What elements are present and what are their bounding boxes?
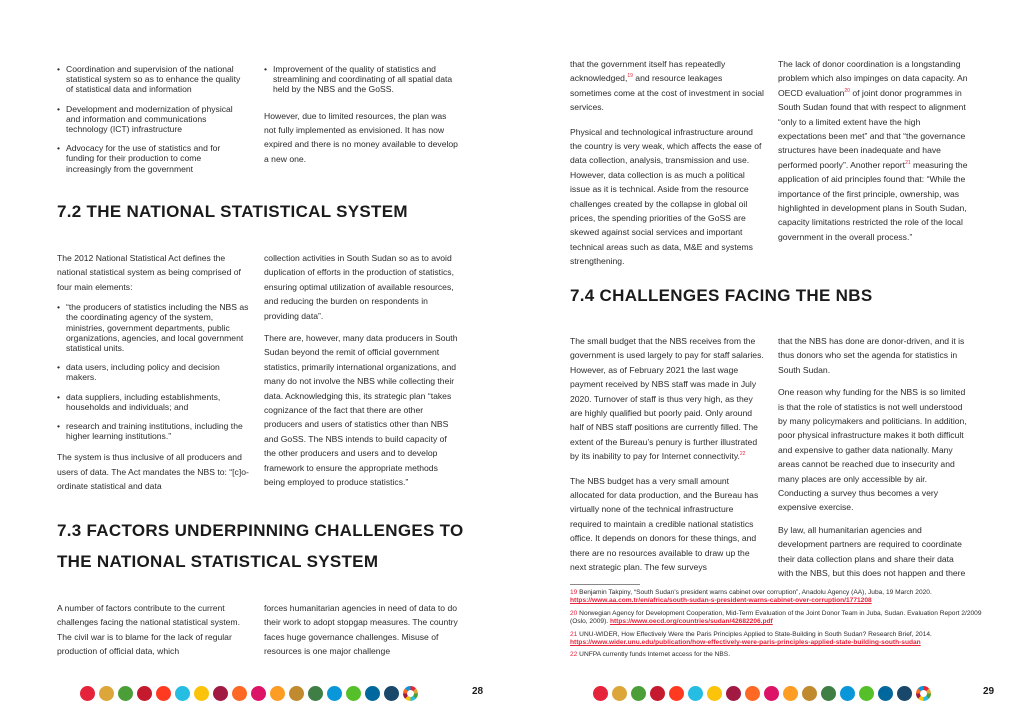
sdg-goal-16-icon [878, 686, 893, 701]
footnotes [570, 589, 990, 664]
paragraph: The system is thus inclusive of all producers and users of data. The Act mandates the NBS to: “[c]o-ordinate statistical and data [57, 452, 249, 492]
sdg-icon-row [80, 686, 418, 702]
top-col1 [57, 64, 247, 183]
footnote: 22 UNFPA currently funds Internet access for the NBS. [570, 651, 731, 659]
page-number: 28 [472, 686, 484, 697]
footnote: 19 Benjamin Takpiny, “South Sudan’s president warns cabinet over corruption”, Anadolu Agency (AA), Juba, 19 March 2020. https://www.aa.com.tr/en/africa/south-sudan-s-president-warns-cabinet-over-corruption/1771208 [570, 589, 932, 605]
sdg-goal-13-icon [821, 686, 836, 701]
sdg-goal-8-icon [726, 686, 741, 701]
page-number: 29 [983, 686, 995, 697]
footnote: 21 UNU-WIDER, How Effectively Were the Paris Principles Applied to State-Building in South Sudan? Research Brief, 2014. https://www.wider.unu.edu/publication/how-effectively-were-paris-principles-applied-state-building-south-sudan [570, 630, 932, 647]
sdg-icon-row [593, 686, 931, 702]
footnote: 20 Norwegian Agency for Development Cooperation, Mid-Term Evaluation of the Joint Donor Team in Juba, Sudan. Evaluation Report 2/2009 (Oslo, 2009). https://www.oecd.org/countries/sudan/42682206.pdf [570, 609, 982, 626]
s74-col2 [778, 334, 968, 589]
sdg-goal-2-icon [612, 686, 627, 701]
heading-7-3-line1: 7.3 FACTORS UNDERPINNING CHALLENGES TO [57, 521, 464, 540]
sdg-goal-5-icon [669, 686, 684, 701]
footnote-link[interactable]: https://www.oecd.org/countries/sudan/42682206.pdf [609, 618, 773, 626]
sdg-goal-9-icon [232, 686, 247, 701]
sdg-goal-9-icon [745, 686, 760, 701]
sdg-goal-7-icon [707, 686, 722, 701]
top-col2 [264, 64, 459, 174]
footnote-ref[interactable]: 22 [739, 451, 746, 458]
paragraph: There are, however, many data producers in South Sudan beyond the remit of official government statistics, primarily international organizations, and many do not involve the NBS while collecting their data. Acknowledging this, its strategic plan “takes cognizance of the fact that there are other producers and users of statistics other than NBS and GoSS. The NBS intends to build capacity of the other producers and users and to develop framework to ensure the appropriate methods being employed to produce statistics.” [264, 333, 458, 488]
sdg-goal-6-icon [175, 686, 190, 701]
sdg-goal-7-icon [194, 686, 209, 701]
footnote-link[interactable]: https://www.wider.unu.edu/publication/how-effectively-were-paris-principles-applied-state-building-south-sudan [570, 639, 921, 647]
list-item: • “the producers of statistics including the NBS as the coordinating agency of the system, ministries, government departments, public organizations, agencies, and local government statistical units. [57, 302, 249, 353]
sdg-goal-5-icon [156, 686, 171, 701]
heading-7-2: 7.2 THE NATIONAL STATISTICAL SYSTEM [57, 202, 408, 221]
footnote-ref[interactable]: 21 [905, 159, 911, 166]
sdg-goal-2-icon [99, 686, 114, 701]
list-item: • data users, including policy and decision makers. [57, 362, 249, 382]
paragraph: collection activities in South Sudan so as to avoid duplication of efforts in the production of statistics, ensuring optimal utilization of available resources, and reducing the burden on respondents in providing data”. [264, 253, 454, 321]
r-col1 [570, 57, 765, 277]
sdg-goal-16-icon [365, 686, 380, 701]
paragraph: that the NBS has done are donor-driven, and it is thus donors who set the agenda for statistics in South Sudan. [778, 336, 965, 375]
sdg-goal-6-icon [688, 686, 703, 701]
sdg-goal-10-icon [251, 686, 266, 701]
footnote-divider [570, 584, 640, 585]
heading-7-3-line2: THE NATIONAL STATISTICAL SYSTEM [57, 552, 379, 571]
s74-col1 [570, 334, 765, 583]
paragraph: Physical and technological infrastructure around the country is very weak, which affects the ease of data collection, analysis, transmission and use. However, data collection is as much a political issue as it is technical. Aside from the resource challenges created by the collapse in global oil prices, the spending priorities of the GoSS are skewed against social services and important technical areas such as data, M&E and systems strengthening. [570, 126, 762, 267]
paragraph: The 2012 National Statistical Act defines the national statistical system as being comprised of four main elements: [57, 253, 241, 292]
sdg-goal-4-icon [137, 686, 152, 701]
sdg-goal-1-icon [80, 686, 95, 701]
list-item: • Development and modernization of physical and information and communications technology (ICT) infrastructure [57, 104, 247, 135]
list-item: • Improvement of the quality of statistics and streamlining and coordinating of all spatial data held by the NBS and the GoSS. [264, 64, 459, 95]
list-item: • research and training institutions, including the higher learning institutions.” [57, 421, 249, 441]
paragraph: forces humanitarian agencies in need of data to do their work to adopt stopgap measures. The country faces huge governance challenges. Misuse of resources is one major challenge [264, 603, 458, 657]
sdg-goal-12-icon [802, 686, 817, 701]
sdg-goal-3-icon [118, 686, 133, 701]
sdg-goal-4-icon [650, 686, 665, 701]
paragraph: The NBS budget has a very small amount allocated for data production, and the Bureau has virtually none of the technical infrastructure required to maintain a credible national statistics office. It depends on donors for these things, and there are no resources available to draw up the next strategic plan. The few surveys [570, 475, 759, 573]
sdg-goal-15-icon [859, 686, 874, 701]
sdg-goal-15-icon [346, 686, 361, 701]
sdg-goal-11-icon [783, 686, 798, 701]
paragraph: The small budget that the NBS receives from the government is used largely to pay for staff salaries. However, as of February 2021 the last wage payment received by NBS staff was made in July 2020. Turnover of staff is thus very high, as they are highly qualified but poorly paid. Only around half of NBS staff positions are currently filled. The extent of the Bureau’s penury is further illustrated by its inability to pay for Internet connectivity.$^{22}$ [570, 336, 764, 462]
sdg-wheel-icon [916, 686, 931, 701]
sdg-goal-10-icon [764, 686, 779, 701]
sdg-goal-17-icon [384, 686, 399, 701]
sdg-goal-17-icon [897, 686, 912, 701]
paragraph: One reason why funding for the NBS is so limited is that the role of statistics is not well understood by many policymakers and politicians. In addition, poor physical infrastructure makes it both difficult and expensive to gather data nationally. Many areas cannot be reached due to insecurity and many places are only accessible by air. Conducting a survey thus becomes a very expensive exercise. [778, 387, 967, 513]
sdg-goal-14-icon [840, 686, 855, 701]
paragraph: The lack of donor coordination is a longstanding problem which also impinges on data capacity. An OECD evaluation$^{20}$ of joint donor programmes in South Sudan found that with respect to alignment “only to a limited extent have the high expectations been met” and that “the governance structures have been inadequate and have performed poorly”. Another report$^{21}$ measuring the application of aid principles found that: “While the importance of the first principle, ownership, was highlighted in development plans in South Sudan, capacity limitations restricted the role of the local government in the overall process.” [778, 59, 968, 242]
list-item: • Coordination and supervision of the national statistical system so as to enhance the quality of statistical data and information [57, 64, 247, 95]
heading-7-4: 7.4 CHALLENGES FACING THE NBS [570, 286, 873, 305]
footnote-ref[interactable]: 20 [844, 87, 850, 94]
footnote-ref[interactable]: 19 [627, 73, 633, 80]
sdg-goal-12-icon [289, 686, 304, 701]
s73-col1 [57, 601, 249, 667]
sdg-wheel-icon [403, 686, 418, 701]
sdg-goal-11-icon [270, 686, 285, 701]
paragraph: By law, all humanitarian agencies and development partners are required to coordinate their data collection plans and share their data with the NBS, but this does not happen and there [778, 524, 966, 579]
r-col2 [778, 57, 968, 252]
s72-col2 [264, 251, 459, 498]
sdg-goal-8-icon [213, 686, 228, 701]
sdg-goal-1-icon [593, 686, 608, 701]
paragraph: that the government itself has repeatedly acknowledged,$^{19}$ and resource leakages sometimes come at the cost of investment in social services. [570, 59, 764, 113]
footnote-link[interactable]: https://www.aa.com.tr/en/africa/south-sudan-s-president-warns-cabinet-over-corruption/1771208 [570, 597, 872, 605]
sdg-goal-3-icon [631, 686, 646, 701]
sdg-goal-13-icon [308, 686, 323, 701]
sdg-goal-14-icon [327, 686, 342, 701]
paragraph: A number of factors contribute to the current challenges facing the national statistical system. The civil war is to blame for the lack of regular production of official data, which [57, 603, 240, 657]
s72-col1 [57, 251, 249, 502]
top-col1-bullets [57, 64, 247, 174]
paragraph: However, due to limited resources, the plan was not fully implemented as envisioned. It has now expired and there is no money available to develop a new one. [264, 110, 458, 164]
list-item: • data suppliers, including establishments, households and individuals; and [57, 392, 249, 412]
list-item: • Advocacy for the use of statistics and for funding for their production to come increasingly from the government [57, 143, 247, 174]
s73-col2 [264, 601, 459, 667]
